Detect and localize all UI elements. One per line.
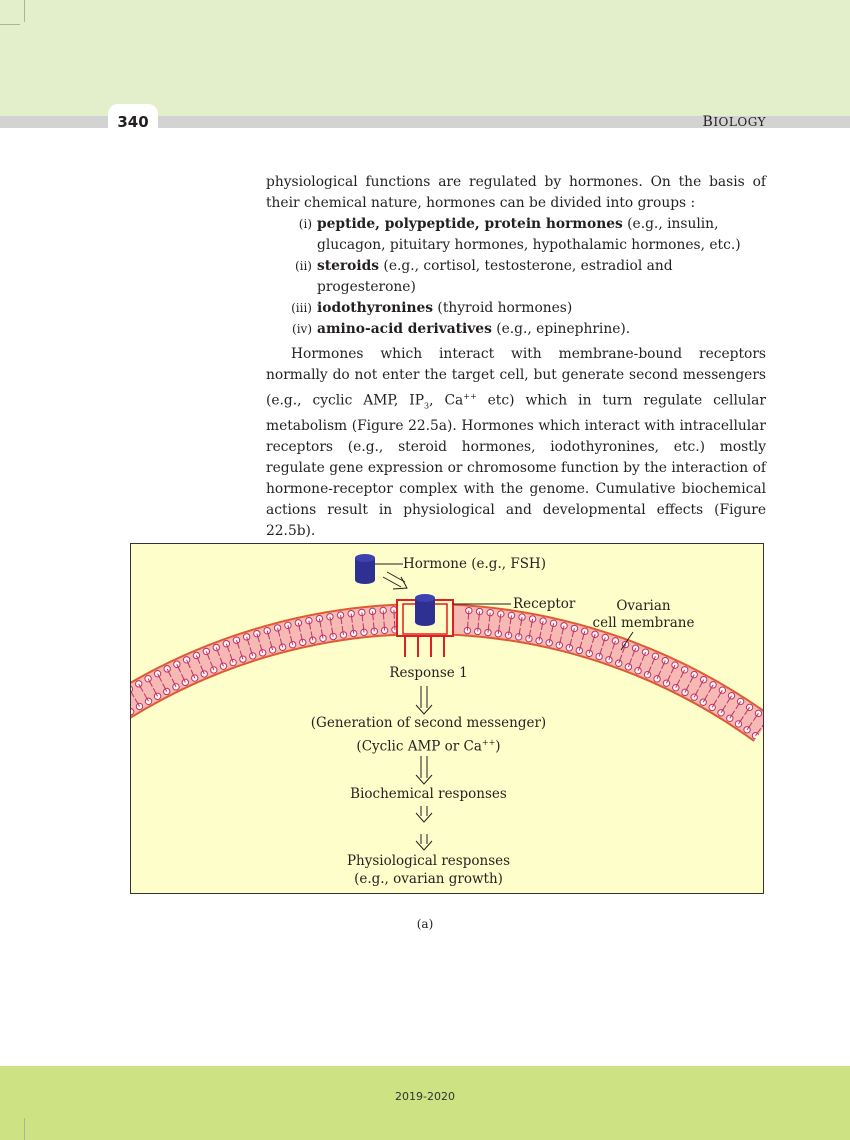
list-number: (iii) bbox=[291, 301, 312, 315]
lipid-head bbox=[691, 694, 697, 700]
lipid-head bbox=[154, 693, 160, 699]
running-head bbox=[703, 114, 766, 130]
lipid-head bbox=[182, 679, 188, 685]
lipid-head bbox=[174, 661, 180, 667]
lipid-head bbox=[700, 676, 706, 682]
lipid-head bbox=[145, 698, 151, 704]
lipid-head bbox=[193, 652, 199, 658]
list-item bbox=[266, 298, 766, 319]
lipid-head bbox=[586, 650, 592, 656]
lipid-head bbox=[154, 670, 160, 676]
lipid-head bbox=[243, 634, 249, 640]
paragraph-second-messengers: Hormones which interact with membrane-bound receptors normally do not enter the target cell, but generate second messengers (e.g., cyclic AMP, $IP_3$, Ca++ etc) which in turn regulate cellular metabolism (Figure 22.5a). Hormones which interact with intracellular receptors (e.g., steroid hormones, iodothyronines, etc.) mostly regulate gene expression or chromosome function by the interaction of hormone-receptor complex with the genome. Cumulative biochemical actions result in physiological and developmental effects (Figure 22.5b). bbox=[266, 346, 766, 540]
lipid-head bbox=[691, 671, 697, 677]
lipid-head bbox=[746, 704, 752, 710]
down-arrow-icon bbox=[416, 806, 432, 822]
page-number: 340 bbox=[108, 104, 158, 140]
list-detail: (e.g., insulin, glucagon, pituitary hormones, hypothalamic hormones, etc.) bbox=[317, 216, 741, 253]
list-number: (i) bbox=[298, 217, 312, 231]
lipid-head bbox=[576, 647, 582, 653]
physiological-responses-label: Physiological responses (e.g., ovarian growth) bbox=[346, 853, 511, 887]
down-arrow-icon bbox=[416, 834, 432, 850]
lipid-tail bbox=[467, 622, 468, 631]
lipid-head bbox=[596, 653, 602, 659]
list-term: amino-acid derivatives bbox=[317, 321, 492, 337]
list-detail: (e.g., epinephrine). bbox=[491, 321, 631, 337]
biochemical-responses-label: Biochemical responses bbox=[350, 786, 507, 802]
lipid-head bbox=[136, 703, 142, 709]
list-item bbox=[266, 319, 766, 340]
lipid-head bbox=[201, 671, 207, 677]
list-term: steroids bbox=[317, 258, 380, 274]
lipid-head bbox=[213, 644, 219, 650]
lipid-head bbox=[131, 709, 134, 715]
list-item bbox=[266, 256, 766, 298]
hormone-label: Hormone (e.g., FSH) bbox=[403, 556, 546, 572]
hormone-arrow-icon bbox=[383, 572, 407, 589]
lipid-head bbox=[566, 645, 572, 651]
lipid-head bbox=[259, 650, 265, 656]
down-arrow-icon bbox=[416, 756, 432, 784]
running-head-rest: IOLOGY bbox=[713, 115, 766, 129]
intro-paragraph: physiological functions are regulated by hormones. On the basis of their chemical nature, hormones can be divided into groups : bbox=[266, 174, 766, 211]
list-detail: (thyroid hormones) bbox=[433, 300, 573, 316]
receptor-label: Receptor bbox=[513, 596, 576, 612]
down-arrow-icon bbox=[416, 686, 432, 714]
list-item bbox=[266, 214, 766, 256]
lipid-head bbox=[718, 710, 724, 716]
list-number: (iv) bbox=[292, 322, 312, 336]
response-1-label: Response 1 bbox=[389, 665, 468, 681]
lipid-head bbox=[285, 622, 291, 628]
hormone-icon bbox=[355, 554, 375, 584]
running-head-first: B bbox=[702, 114, 714, 130]
figure-caption: (a) bbox=[416, 917, 434, 931]
lipid-head bbox=[635, 667, 641, 673]
lipid-head bbox=[752, 733, 758, 739]
top-band bbox=[0, 0, 850, 116]
crop-mark bbox=[24, 0, 25, 22]
crop-mark bbox=[24, 1118, 25, 1140]
lipid-tail bbox=[383, 610, 384, 619]
bound-hormone-icon bbox=[415, 594, 435, 626]
lipid-tail bbox=[468, 611, 469, 620]
list-number: (ii) bbox=[294, 259, 312, 273]
lipid-head bbox=[254, 630, 260, 636]
second-messenger-label: (Generation of second messenger) (Cyclic AMP or Ca++) bbox=[310, 715, 547, 755]
lipid-head bbox=[240, 656, 246, 662]
lipid-head bbox=[279, 644, 285, 650]
lipid-head bbox=[632, 645, 638, 651]
list-term: peptide, polypeptide, protein hormones bbox=[317, 216, 623, 232]
membrane-label: Ovarian cell membrane bbox=[592, 598, 695, 631]
lipid-head bbox=[289, 642, 295, 648]
figure-hormone-action bbox=[130, 543, 764, 894]
lipid-head bbox=[223, 641, 229, 647]
list-term: iodothyronines bbox=[317, 300, 434, 316]
body-text bbox=[266, 172, 766, 542]
lipid-tail bbox=[384, 621, 385, 630]
lipid-head bbox=[592, 631, 598, 637]
bottom-band bbox=[0, 1066, 850, 1140]
list-detail: (e.g., cortisol, testosterone, estradiol and progesterone) bbox=[317, 258, 673, 295]
lipid-head bbox=[556, 642, 562, 648]
lipid-head bbox=[173, 684, 179, 690]
lipid-head bbox=[264, 627, 270, 633]
lipid-head bbox=[183, 657, 189, 663]
crop-mark bbox=[0, 24, 20, 25]
footer-year: 2019-2020 bbox=[395, 1090, 455, 1103]
lipid-head bbox=[602, 634, 608, 640]
lipid-head bbox=[737, 698, 743, 704]
lipid-head bbox=[672, 662, 678, 668]
